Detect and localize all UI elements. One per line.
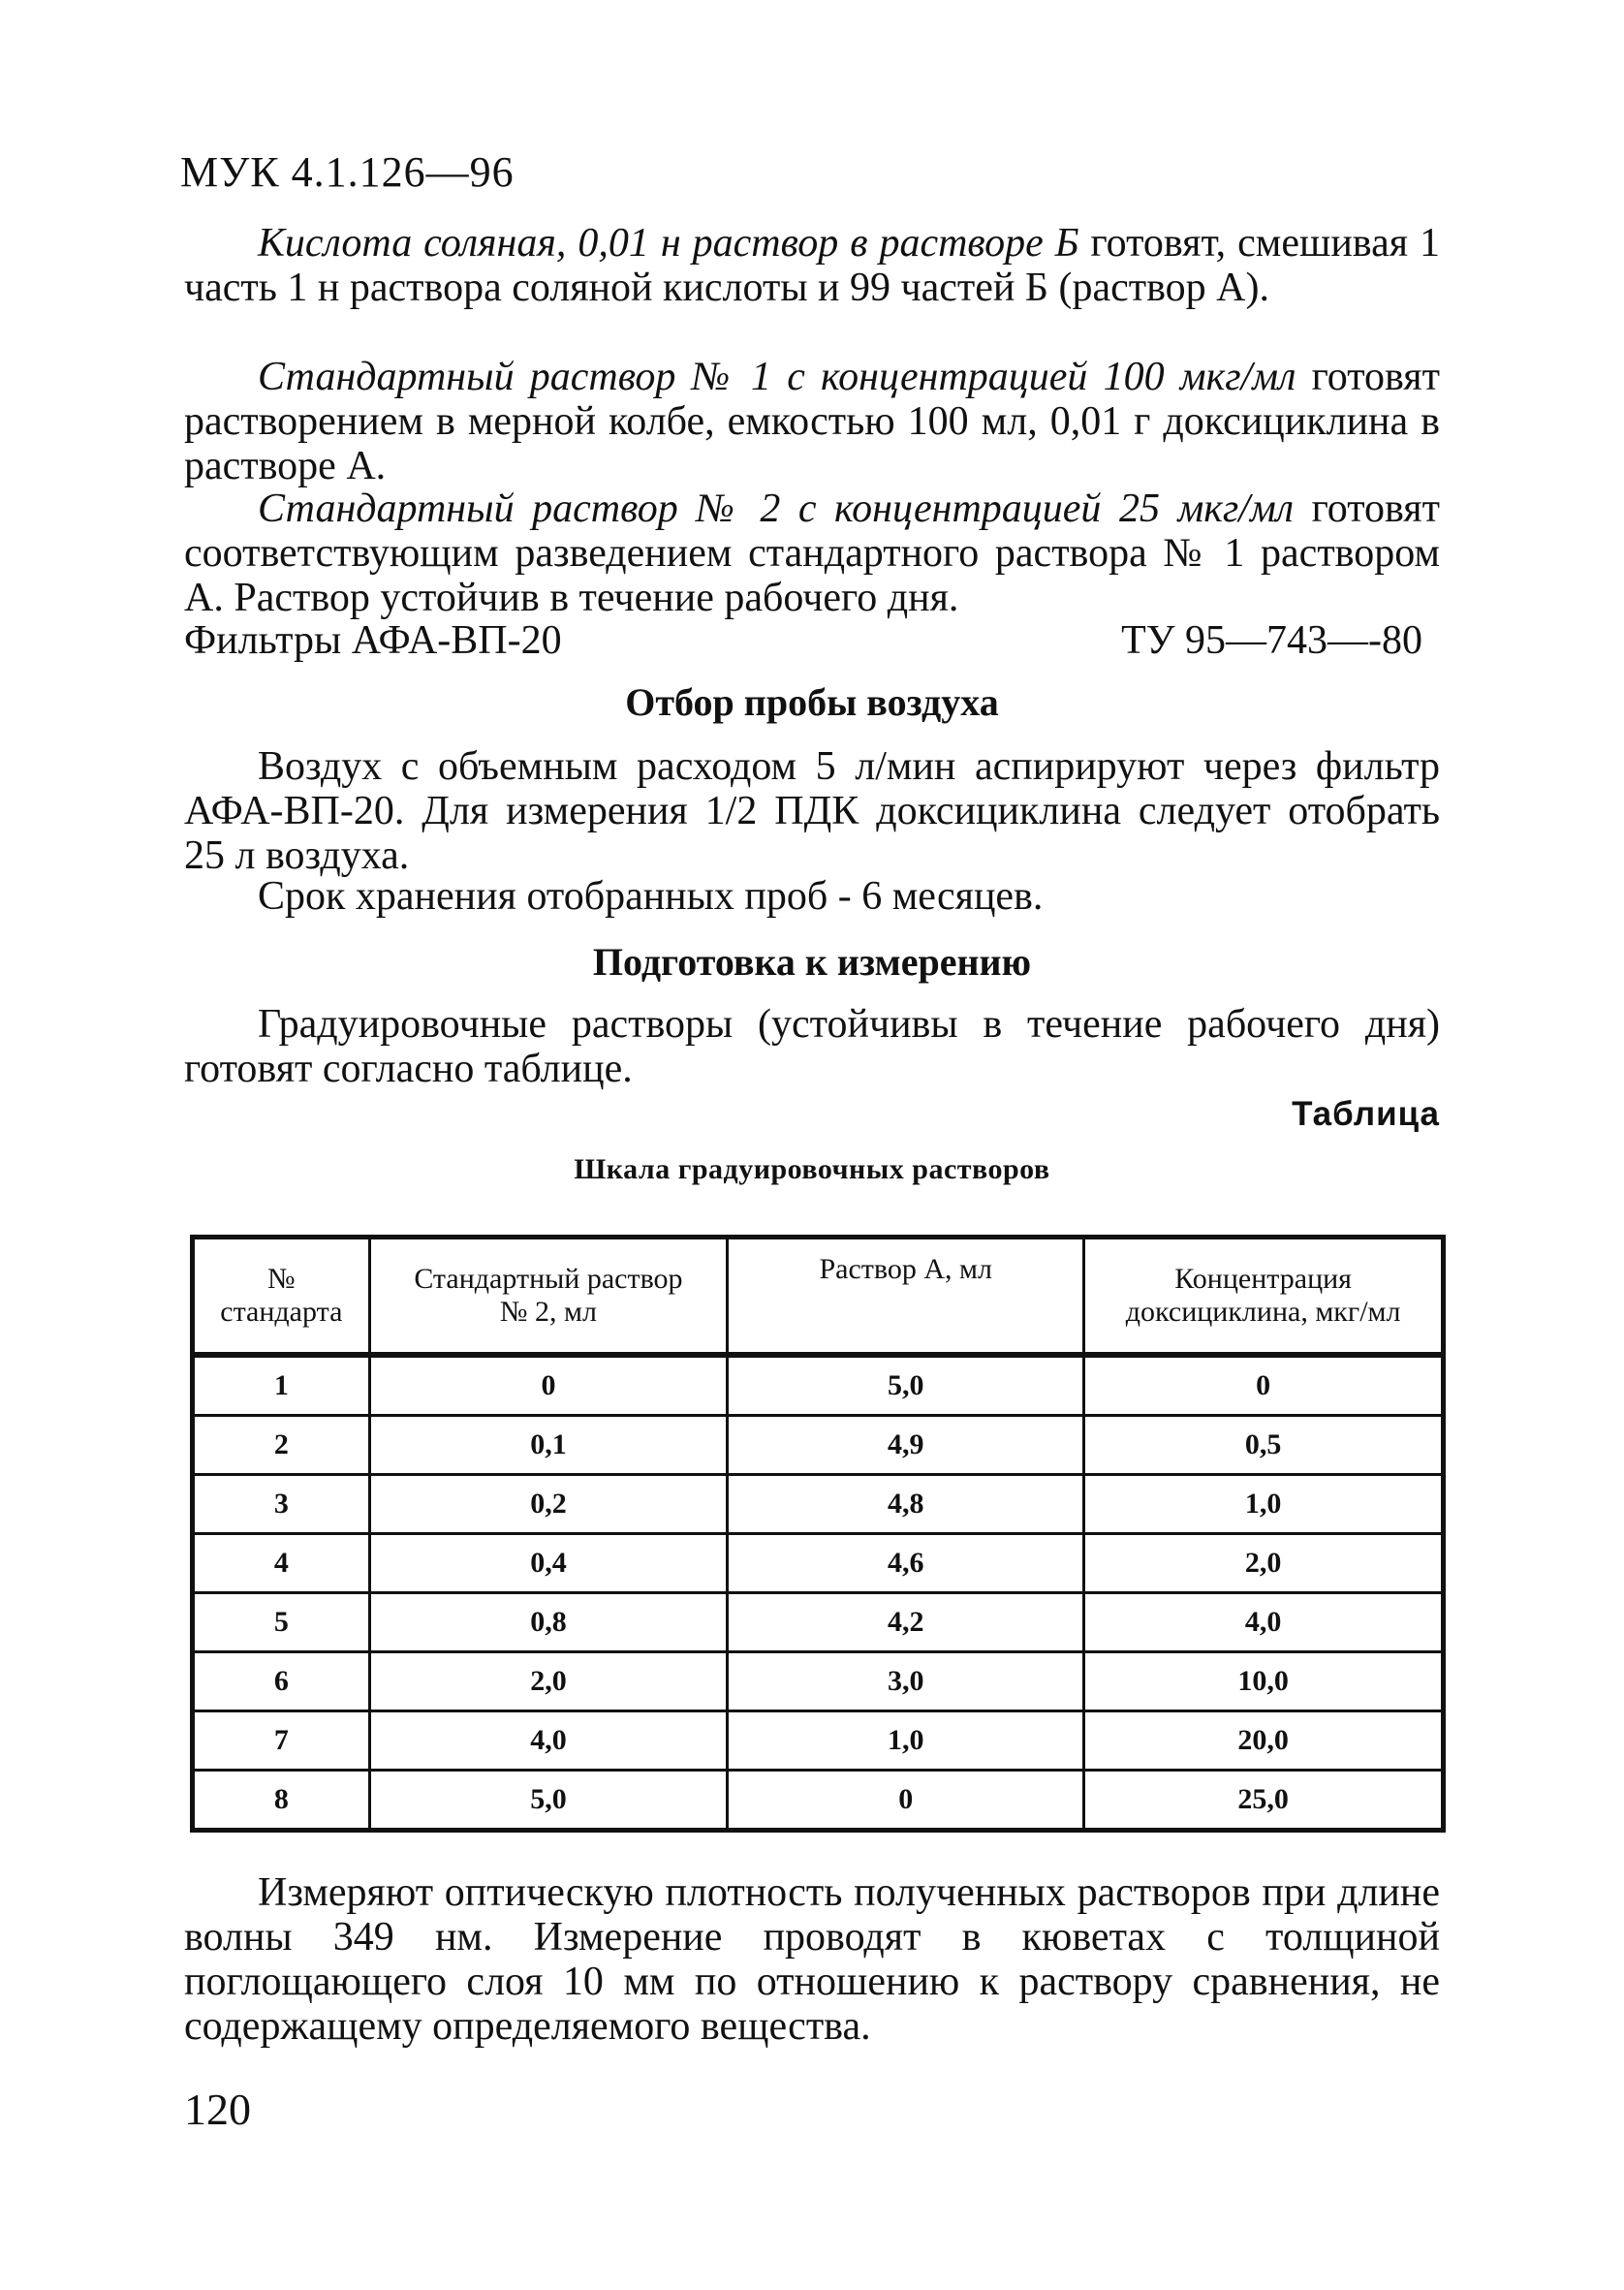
table-row xyxy=(193,1534,1444,1593)
table-cell: 0,4 xyxy=(369,1534,728,1593)
document-id: МУК 4.1.126—96 xyxy=(180,148,515,196)
table-row xyxy=(193,1652,1444,1711)
table-cell: 3 xyxy=(193,1475,370,1534)
paragraph-text: готовят растворением в мерной колбе, емкостью 100 мл, 0,01 г доксициклина в растворе А. xyxy=(184,355,1440,488)
table-row xyxy=(193,1593,1444,1652)
paragraph-text: Измеряют оптическую плотность полученных растворов при длине волны 349 нм. Измерение проводят в кюветах с толщиной поглощающего слоя 10 мм по отношению к раствору сравнения, не содержащему определяемого вещества. xyxy=(184,1870,1440,2049)
table-cell: 2,0 xyxy=(1084,1534,1444,1593)
paragraph-text: Градуировочные растворы (устойчивы в течение рабочего дня) готовят согласно таблице. xyxy=(184,1002,1440,1091)
table-row xyxy=(193,1475,1444,1534)
table-cell: 1,0 xyxy=(728,1711,1084,1771)
header-standard-number: № стандарта xyxy=(193,1238,370,1356)
table-header-row xyxy=(193,1238,1444,1356)
table-cell: 4,6 xyxy=(728,1534,1084,1593)
page-number: 120 xyxy=(184,2085,251,2134)
paragraph-hcl-solution xyxy=(184,221,1440,310)
table-row xyxy=(193,1771,1444,1831)
table-cell: 7 xyxy=(193,1711,370,1771)
paragraph-text: готовят соответствующим разведением стандартного раствора № 1 раствором А. Раствор устойчив в течение рабочего дня. xyxy=(184,486,1440,620)
table-cell: 1 xyxy=(193,1355,370,1416)
table-cell: 0,1 xyxy=(369,1416,728,1475)
section-heading-preparation: Подготовка к измерению xyxy=(592,940,1032,984)
table-cell: 20,0 xyxy=(1084,1711,1444,1771)
table-cell: 5,0 xyxy=(369,1771,728,1831)
table-cell: 5 xyxy=(193,1593,370,1652)
table-cell: 0,2 xyxy=(369,1475,728,1534)
table-cell: 5,0 xyxy=(728,1355,1084,1416)
filters-spec: ТУ 95—743—-80 xyxy=(1121,618,1422,663)
header-standard-solution: Стандартный раствор № 2, мл xyxy=(369,1238,728,1356)
table-cell: 10,0 xyxy=(1084,1652,1444,1711)
table-cell: 4,8 xyxy=(728,1475,1084,1534)
table-cell: 0 xyxy=(728,1771,1084,1831)
header-solution-a: Раствор А, мл xyxy=(728,1238,1084,1356)
table-row xyxy=(193,1711,1444,1771)
table-caption: Шкала градуировочных растворов xyxy=(574,1153,1050,1185)
section-heading-sampling: Отбор пробы воздуха xyxy=(625,680,999,724)
table-cell: 4,0 xyxy=(369,1711,728,1771)
table-label: Таблица xyxy=(1292,1095,1440,1133)
table-cell: 0 xyxy=(369,1355,728,1416)
table-cell: 4,2 xyxy=(728,1593,1084,1652)
table-cell: 1,0 xyxy=(1084,1475,1444,1534)
paragraph-sampling xyxy=(184,744,1440,878)
table-cell: 0,5 xyxy=(1084,1416,1444,1475)
paragraph-term: Стандартный раствор № 2 с концентрацией 25 мкг/мл xyxy=(258,486,1295,531)
paragraph-text: Воздух с объемным расходом 5 л/мин аспирируют через фильтр АФА-ВП-20. Для измерения 1/2 ПДК доксициклина следует отобрать 25 л воздуха. xyxy=(184,744,1440,878)
table-cell: 4,9 xyxy=(728,1416,1084,1475)
table-cell: 2 xyxy=(193,1416,370,1475)
table-cell: 25,0 xyxy=(1084,1771,1444,1831)
calibration-table xyxy=(190,1235,1446,1833)
paragraph-standard-solution-2 xyxy=(184,486,1440,620)
table-cell: 2,0 xyxy=(369,1652,728,1711)
table-cell: 0 xyxy=(1084,1355,1444,1416)
paragraph-text: готовят, смешивая 1 часть 1 н раствора соляной кислоты и 99 частей Б (раствор А). xyxy=(184,221,1441,310)
paragraph-term: Стандартный раствор № 1 с концентрацией 100 мкг/мл xyxy=(258,355,1296,399)
paragraph-preparation xyxy=(184,1002,1440,1091)
table-row xyxy=(193,1416,1444,1475)
paragraph-storage xyxy=(184,874,1440,919)
paragraph-term: Кислота соляная, 0,01 н раствор в растворе Б xyxy=(258,221,1079,266)
paragraph-standard-solution-1 xyxy=(184,355,1440,488)
header-concentration: Концентрация доксициклина, мкг/мл xyxy=(1084,1238,1444,1356)
table-body xyxy=(193,1355,1444,1831)
paragraph-measurement xyxy=(184,1870,1440,2049)
table-cell: 4,0 xyxy=(1084,1593,1444,1652)
table-cell: 8 xyxy=(193,1771,370,1831)
table-cell: 4 xyxy=(193,1534,370,1593)
paragraph-text: Срок хранения отобранных проб - 6 месяцев. xyxy=(258,874,1044,919)
table-cell: 6 xyxy=(193,1652,370,1711)
table-cell: 3,0 xyxy=(728,1652,1084,1711)
table-cell: 0,8 xyxy=(369,1593,728,1652)
filters-name: Фильтры АФА-ВП-20 xyxy=(184,618,562,663)
table-row xyxy=(193,1355,1444,1416)
